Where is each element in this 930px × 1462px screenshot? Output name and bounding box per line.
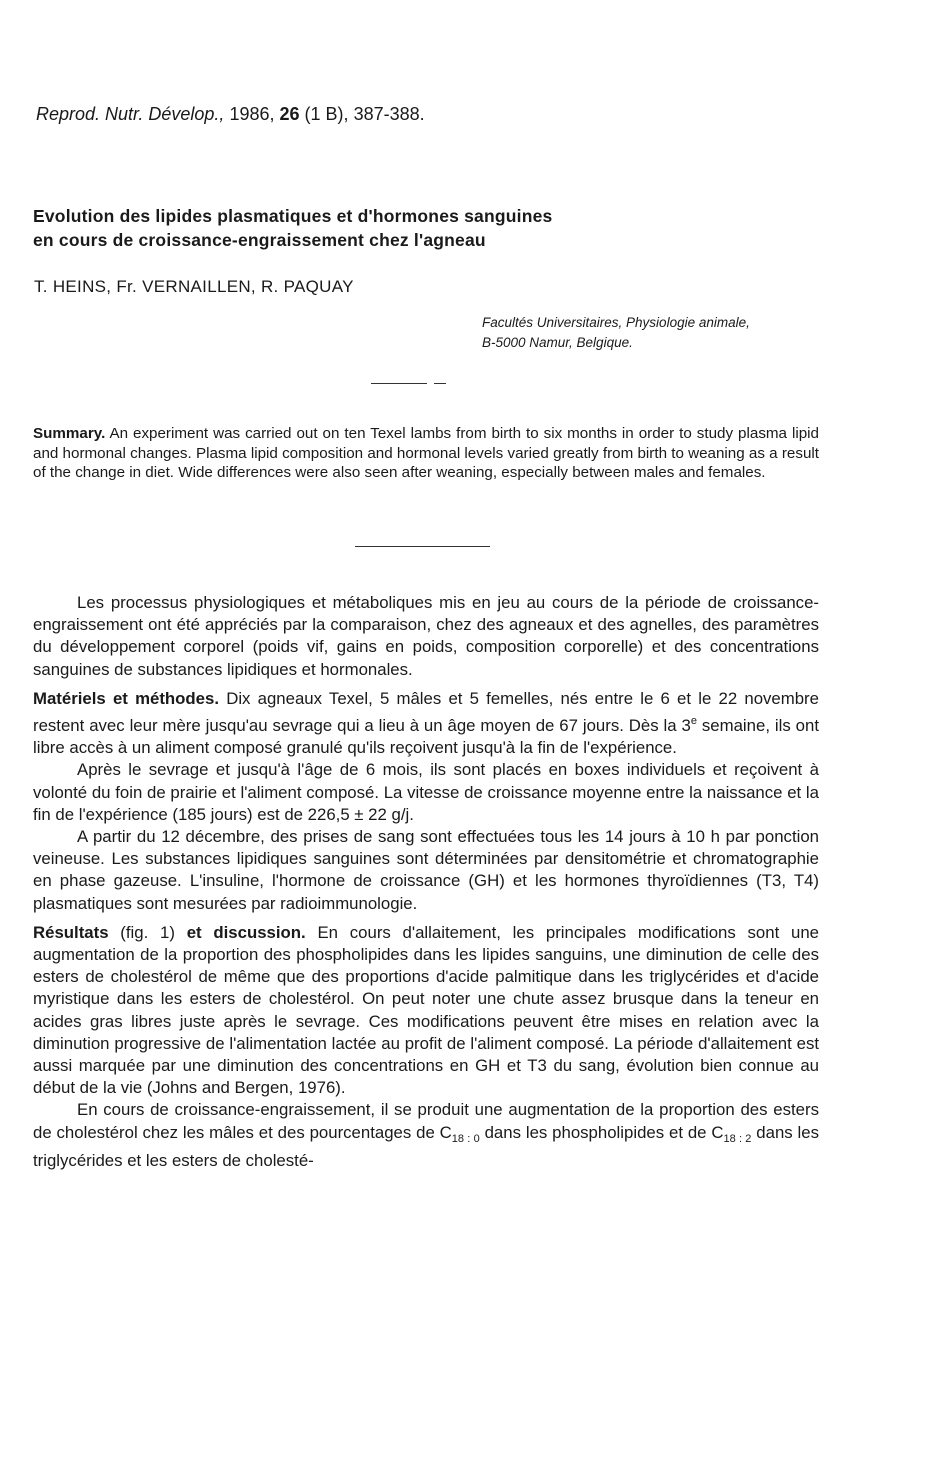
summary-text: An experiment was carried out on ten Texel lambs from birth to six months in order to study plasma lipid and hormonal changes. Plasma lipid composition and hormonal levels varied greatly from birth to weaning as a result of the change in diet. Wide differences were also seen after weaning, especially between males and females. — [33, 425, 819, 481]
results-text-2a: En cours de croissance-engraissement, il se produit une augmentation de la proportion des esters de cholestérol chez les mâles et des pourcentages de C — [33, 1100, 819, 1142]
summary — [33, 424, 819, 483]
results-heading-b: et discussion. — [186, 922, 306, 942]
subscript-c18-0: 18 : 0 — [451, 1132, 480, 1145]
results-paragraph-1 — [33, 922, 819, 1100]
article-body — [33, 592, 819, 1172]
results-text-1: En cours d'allaitement, les principales modifications sont une augmentation de la proportion des phospholipides dans les lipides sanguins, une diminution de celle des esters de cholestérol de même que des proportions d'acide palmitique dans les triglycérides et d'acide myristique dans les esters de cholestérol. On peut noter une chute assez brusque dans la teneur en acides gras libres juste après le sevrage. Ces modifications peuvent être mises en relation avec la diminution progressive de l'alimentation lactée au profit de l'aliment composé. La période d'allaitement est aussi marquée par une diminution des concentrations en GH et T3 du sang, évolution bien connue au début de la vie (Johns and Bergen, 1976). — [33, 922, 820, 1098]
affiliation-line-1: Facultés Universitaires, Physiologie animale, — [482, 315, 750, 330]
results-paragraph-2 — [33, 1099, 819, 1172]
divider-top-dash — [434, 383, 446, 384]
journal-year: 1986, — [229, 104, 275, 124]
divider-top — [371, 383, 427, 384]
methods-text-1a: Dix agneaux Texel, 5 mâles et 5 femelles, nés entre le 6 et le 22 novembre restent avec leur mère jusqu'au sevrage qui a lieu à un âge moyen de 67 jours. Dès la 3 — [33, 688, 819, 736]
journal-name: Reprod. Nutr. Dévelop., — [36, 104, 225, 124]
methods-paragraph-2: Après le sevrage et jusqu'à l'âge de 6 mois, ils sont placés en boxes individuels et reçoivent à volonté du foin de prairie et l'aliment composé. La vitesse de croissance moyenne entre la naissance et la fin de l'expérience (185 jours) est de 226,5 ± 22 g/j. — [33, 760, 819, 824]
ordinal-superscript: e — [690, 715, 697, 728]
results-text-2b: dans les phospholipides et de C — [479, 1122, 724, 1142]
affiliation — [482, 313, 750, 353]
affiliation-line-2: B-5000 Namur, Belgique. — [482, 335, 633, 350]
article-title — [33, 204, 833, 252]
divider-middle — [355, 546, 490, 547]
results-fig-ref: (fig. 1) — [108, 922, 187, 942]
results-heading-a: Résultats — [33, 922, 109, 942]
journal-citation — [36, 104, 425, 125]
results-text-2c: dans les triglycérides et les esters de cholesté- — [33, 1122, 820, 1170]
authors: T. HEINS, Fr. VERNAILLEN, R. PAQUAY — [34, 277, 354, 296]
intro-paragraph: Les processus physiologiques et métaboliques mis en jeu au cours de la période de croissance-engraissement ont été appréciés par la comparaison, chez des agneaux et des agnelles, des paramètres du développement corporel (poids vif, gains en poids, composition corporelle) et des concentrations sanguines de substances lipidiques et hormonales. — [33, 593, 819, 679]
journal-issue: (1 B), — [304, 104, 349, 124]
methods-paragraph-1 — [33, 688, 819, 760]
subscript-c18-2: 18 : 2 — [723, 1132, 752, 1145]
journal-volume: 26 — [279, 104, 300, 124]
journal-pages: 387-388. — [353, 104, 425, 124]
methods-heading: Matériels et méthodes. — [33, 688, 219, 708]
methods-paragraph-3: A partir du 12 décembre, des prises de sang sont effectuées tous les 14 jours à 10 h par ponction veineuse. Les substances lipidiques sanguines sont déterminées par densitométrie et chromatographie en phase gazeuse. L'insuline, l'hormone de croissance (GH) et les hormones thyroïdiennes (T3, T4) plasmatiques sont mesurées par radioimmunologie. — [33, 827, 819, 913]
summary-label: Summary. — [33, 425, 106, 442]
title-line-1: Evolution des lipides plasmatiques et d'hormones sanguines — [33, 206, 553, 226]
title-line-2: en cours de croissance-engraissement chez l'agneau — [33, 230, 486, 250]
methods-text-1b: semaine, ils ont libre accès à un aliment composé granulé qu'ils reçoivent jusqu'à la fin de l'expérience. — [33, 716, 819, 758]
